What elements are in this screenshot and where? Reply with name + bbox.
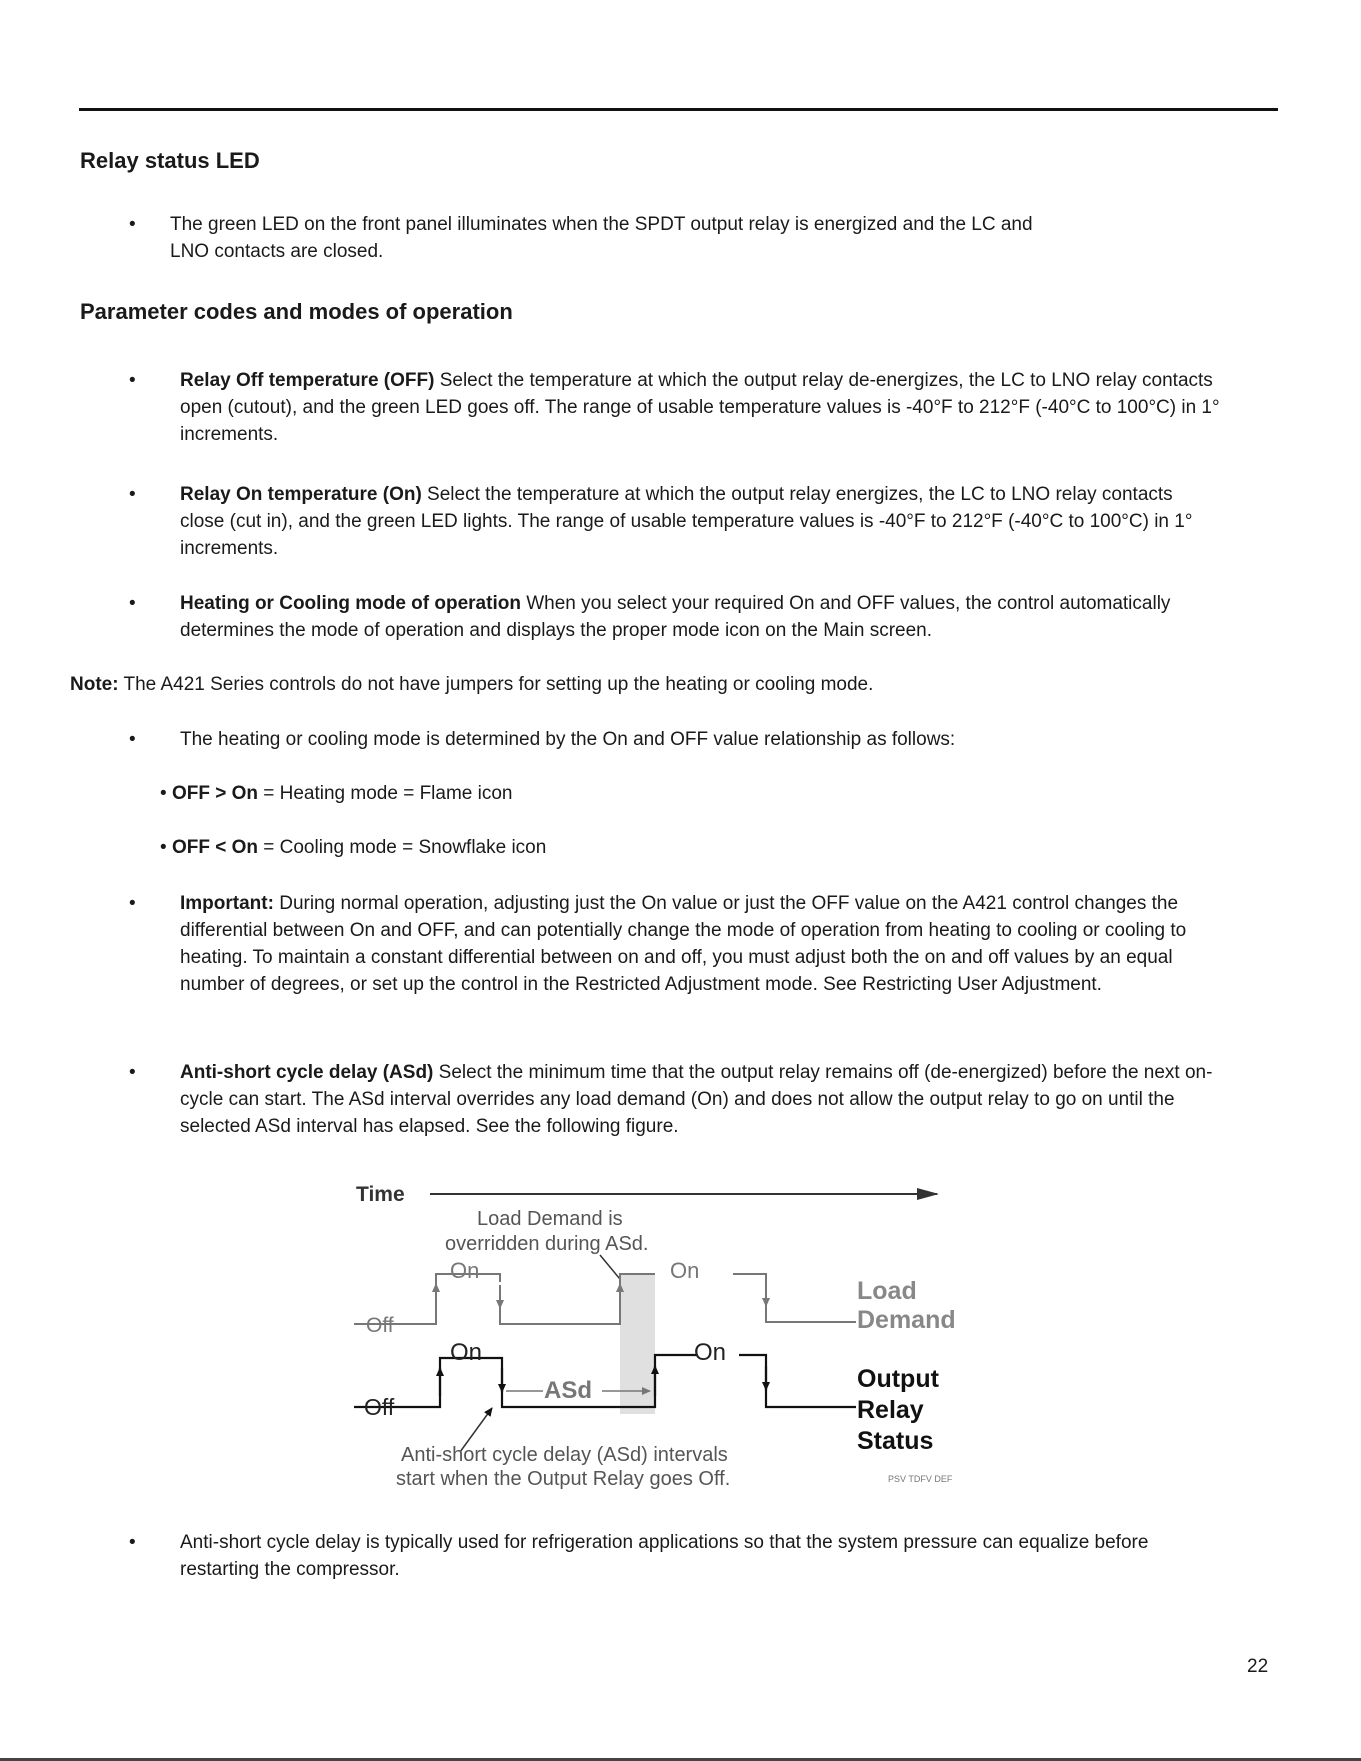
- relay-led-text: The green LED on the front panel illuminates when the SPDT output relay is energized and the LC and LNO contacts are closed.: [170, 214, 1033, 262]
- mode-term: Heating or Cooling mode of operation: [180, 593, 521, 614]
- time-label: Time: [356, 1183, 405, 1206]
- output-label-3: Status: [857, 1427, 934, 1455]
- figure-code: PSV TDFV DEF: [888, 1474, 953, 1484]
- bullet-dot: •: [129, 593, 136, 614]
- load-off-label: Off: [366, 1314, 394, 1337]
- bullet-dot: •: [129, 893, 136, 914]
- note-text: The A421 Series controls do not have jumpers for setting up the heating or cooling mode.: [118, 674, 874, 695]
- load-demand-label-2: Demand: [857, 1306, 956, 1334]
- note-label: Note:: [70, 674, 119, 695]
- output-relay-waveform: [354, 1355, 856, 1407]
- output-label-1: Output: [857, 1365, 939, 1393]
- load-demand-label-1: Load: [857, 1277, 917, 1305]
- cooling-term: OFF < On: [171, 837, 258, 858]
- load-note-line-2: overridden during ASd.: [445, 1233, 649, 1255]
- output-label-2: Relay: [857, 1396, 924, 1424]
- bullet-dot: •: [129, 214, 136, 235]
- load-demand-waveform: [354, 1274, 856, 1324]
- cooling-text: = Cooling mode = Snowflake icon: [257, 837, 547, 858]
- asd-text: Select the minimum time that the output relay remains off (de-energized) before the next on-cycle can start. The ASd interval overrides any load demand (On) and does not allow the output relay to go on until the selected ASd interval has elapsed. See the following figure.: [180, 1062, 1213, 1137]
- page-number: 22: [1247, 1656, 1269, 1677]
- load-note-line-1: Load Demand is: [477, 1208, 623, 1230]
- heating-text: = Heating mode = Flame icon: [257, 783, 513, 804]
- on-temp-term: Relay On temperature (On): [180, 484, 422, 505]
- cooling-rule: • OFF < On = Cooling mode = Snowflake icon: [160, 837, 547, 858]
- asd-term: Anti-short cycle delay (ASd): [180, 1062, 434, 1083]
- relationship-text: The heating or cooling mode is determined by the On and OFF value relationship as follows:: [180, 729, 956, 750]
- important-text: During normal operation, adjusting just the On value or just the OFF value on the A421 control changes the differential between On and OFF, and can potentially change the mode of operation from heating to cooling or cooling to heating. To maintain a constant differential between on and off, you must adjust both the on and off values by an equal number of degrees, or set up the control in the Restricted Adjustment mode. See Restricting User Adjustment.: [180, 893, 1187, 995]
- final-paragraph: Anti-short cycle delay is typically used for refrigeration applications so that the system pressure can equalize before restarting the compressor.: [180, 1532, 1149, 1580]
- load-on-label-1: On: [450, 1258, 480, 1283]
- output-on-label-1: On: [450, 1339, 483, 1366]
- on-temp-text: Select the temperature at which the output relay energizes, the LC to LNO relay contacts close (cut in), and the green LED lights. The range of usable temperature values is -40°F to 212°F (-40°C to 100°C) in 1° increments.: [180, 484, 1193, 559]
- output-off-label: Off: [364, 1394, 395, 1420]
- time-arrow-head: [917, 1188, 939, 1200]
- mode-text: When you select your required On and OFF values, the control automatically determines the mode of operation and displays the proper mode icon on the Main screen.: [180, 593, 1171, 641]
- section-heading-relay-led: Relay status LED: [80, 148, 260, 173]
- section-heading-parameters: Parameter codes and modes of operation: [80, 299, 513, 324]
- output-on-label-2: On: [694, 1339, 727, 1366]
- asd-note-line-2: start when the Output Relay goes Off.: [396, 1468, 731, 1490]
- bullet-dot: •: [129, 1532, 136, 1553]
- asd-note-line-1: Anti-short cycle delay (ASd) intervals: [401, 1444, 728, 1466]
- off-temp-text: Select the temperature at which the output relay de-energizes, the LC to LNO relay contacts open (cutout), and the green LED goes off. The range of usable temperature values is -40°F to 212°F (-40°C to 100°C) in 1° increments.: [180, 370, 1220, 445]
- bullet-dot: •: [129, 484, 136, 505]
- off-temp-term: Relay Off temperature (OFF): [180, 370, 435, 391]
- bullet-dot: •: [129, 370, 136, 391]
- load-on-label-2: On: [670, 1258, 700, 1283]
- bullet-dot: •: [129, 729, 136, 750]
- important-term: Important:: [180, 893, 274, 914]
- heating-term: OFF > On: [171, 783, 258, 804]
- heating-rule: • OFF > On = Heating mode = Flame icon: [160, 783, 513, 804]
- asd-shaded-interval: [620, 1275, 655, 1414]
- asd-interval-label: ASd: [544, 1377, 592, 1404]
- bullet-dot: •: [129, 1062, 136, 1083]
